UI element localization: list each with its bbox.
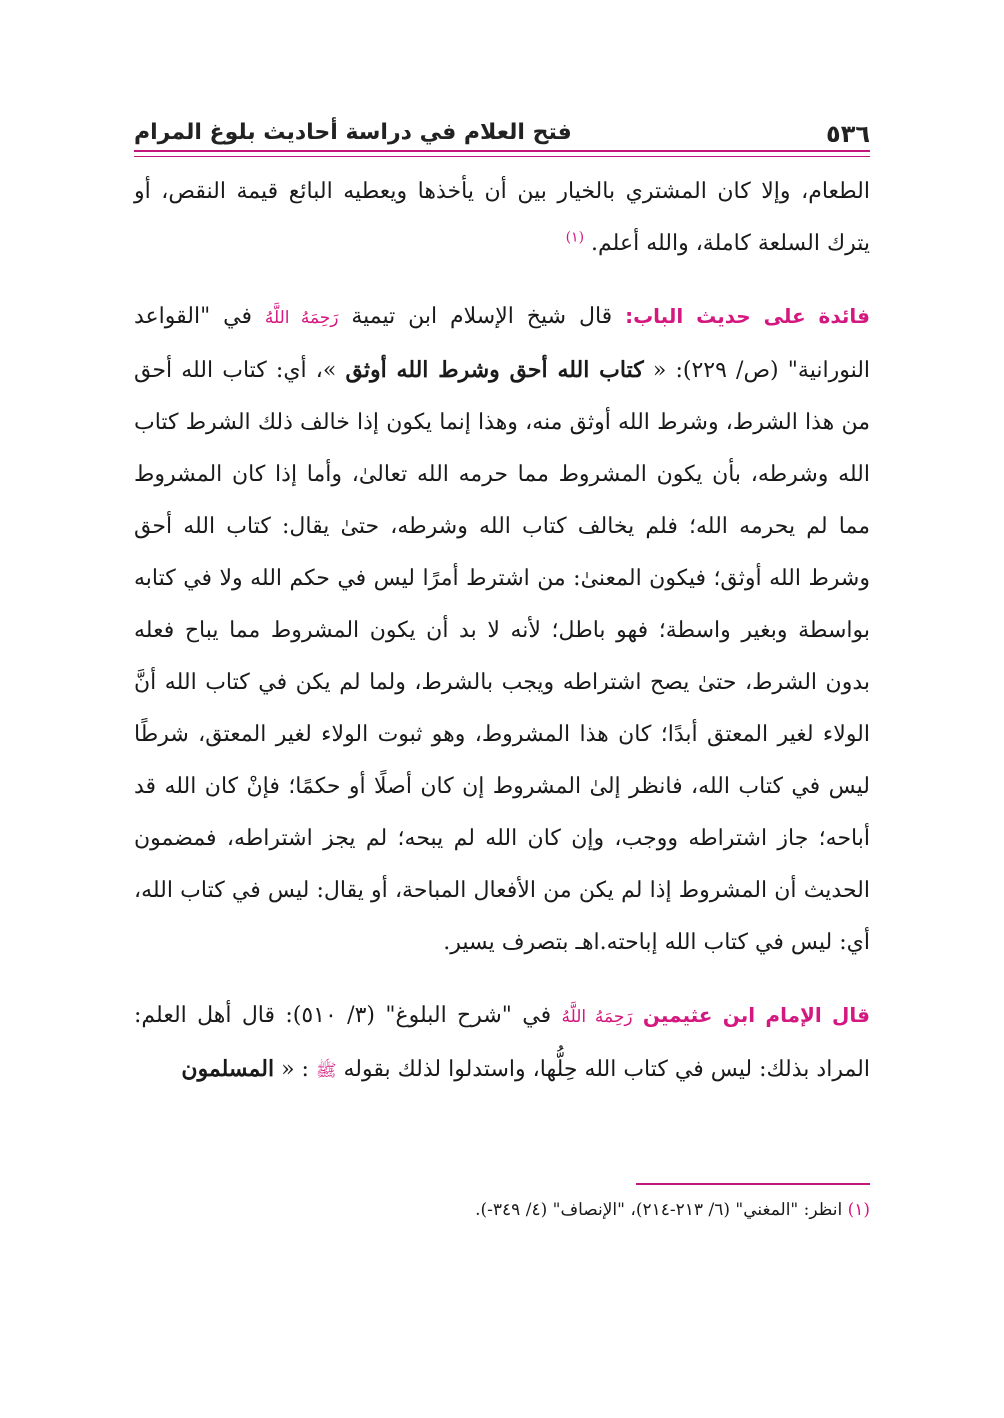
scholar-heading: قال الإمام ابن عثيمين xyxy=(642,1003,870,1027)
honorific: رَحِمَهُ اللَّهُ xyxy=(264,308,339,328)
text-run: قال شيخ الإسلام ابن تيمية xyxy=(338,304,613,329)
footnote-text: انظر: "المغني" (٦/ ٢١٣-٢١٤)، "الإنصاف" (٤/ ٣٤٩-). xyxy=(475,1200,843,1220)
page-header xyxy=(134,112,870,152)
text-run: في xyxy=(210,304,252,329)
body-text xyxy=(134,166,870,1097)
text-run: (٣/ ٥١٠): قال أهل العلم: المراد بذلك: ليس في كتاب الله حِلُّها، واستدلوا لذلك بقوله xyxy=(134,1003,870,1082)
text-run: في xyxy=(511,1003,552,1028)
footnote-number: (١) xyxy=(847,1200,870,1220)
text-run: (ص/ ٢٢٩): « xyxy=(652,358,779,383)
header-rule xyxy=(134,150,870,152)
page-number: ٥٣٦ xyxy=(826,120,870,148)
paragraph-3 xyxy=(134,989,870,1097)
paragraph-1 xyxy=(134,166,870,270)
footnote-rule xyxy=(636,1183,870,1185)
source-title: "القواعد النورانية" xyxy=(134,304,871,383)
hadith-quote-start: المسلمون xyxy=(181,1056,275,1082)
footnote xyxy=(134,1196,870,1224)
source-title: "شرح البلوغ" xyxy=(385,1003,512,1028)
text-run: : « xyxy=(281,1057,309,1082)
hadith-quote: كتاب الله أحق وشرط الله أوثق xyxy=(345,357,644,383)
text-run: »، أي: كتاب الله أحق من هذا الشرط، وشرط الله أوثق منه، وهذا إنما يكون إذا خالف ذلك الشرط كتاب الله وشرطه، بأن يكون المشروط مما حرمه الله تعالىٰ، وأما إذا كان المشروط مما لم يحرمه الله؛ فلم يخالف كتاب الله وشرطه، حتىٰ يقال: كتاب الله أحق وشرط الله أوثق؛ فيكون المعنىٰ: من اشترط أمرًا ليس في حكم الله ولا في كتابه بواسطة وبغير واسطة؛ فهو باطل؛ لأنه لا بد أن يكون المشروط مما يباح فعله بدون الشرط، حتىٰ يصح اشتراطه ويجب بالشرط، ولما لم يكن في كتاب الله أنَّ الولاء لغير المعتق أبدًا؛ كان هذا المشروط، وهو ثبوت الولاء لغير المعتق، شرطًا ليس في كتاب الله، فانظر إلىٰ المشروط إن كان أصلًا أو حكمًا؛ فإنْ كان الله قد أباحه؛ جاز اشتراطه ووجب، وإن كان الله لم يبحه؛ لم يجز اشتراطه، فمضمون الحديث أن المشروط إذا لم يكن من الأفعال المباحة، أو يقال: ليس في كتاب الله، أي: ليس في كتاب الله إباحته.اهـ بتصرف يسير. xyxy=(134,358,870,955)
paragraph-2 xyxy=(134,290,870,969)
footnote-ref[interactable]: (١) xyxy=(565,229,585,246)
header-rule-thin xyxy=(134,156,870,157)
benefit-heading: فائدة على حديث الباب: xyxy=(625,304,870,328)
salawat-symbol: ﷺ xyxy=(315,1061,337,1081)
honorific: رَحِمَهُ اللَّهُ xyxy=(561,1007,633,1027)
book-title: فتح العلام في دراسة أحاديث بلوغ المرام xyxy=(134,120,572,145)
paragraph-1-text: الطعام، وإلا كان المشتري بالخيار بين أن يأخذها ويعطيه البائع قيمة النقص، أو يترك السلعة كاملة، والله أعلم. xyxy=(134,179,870,256)
